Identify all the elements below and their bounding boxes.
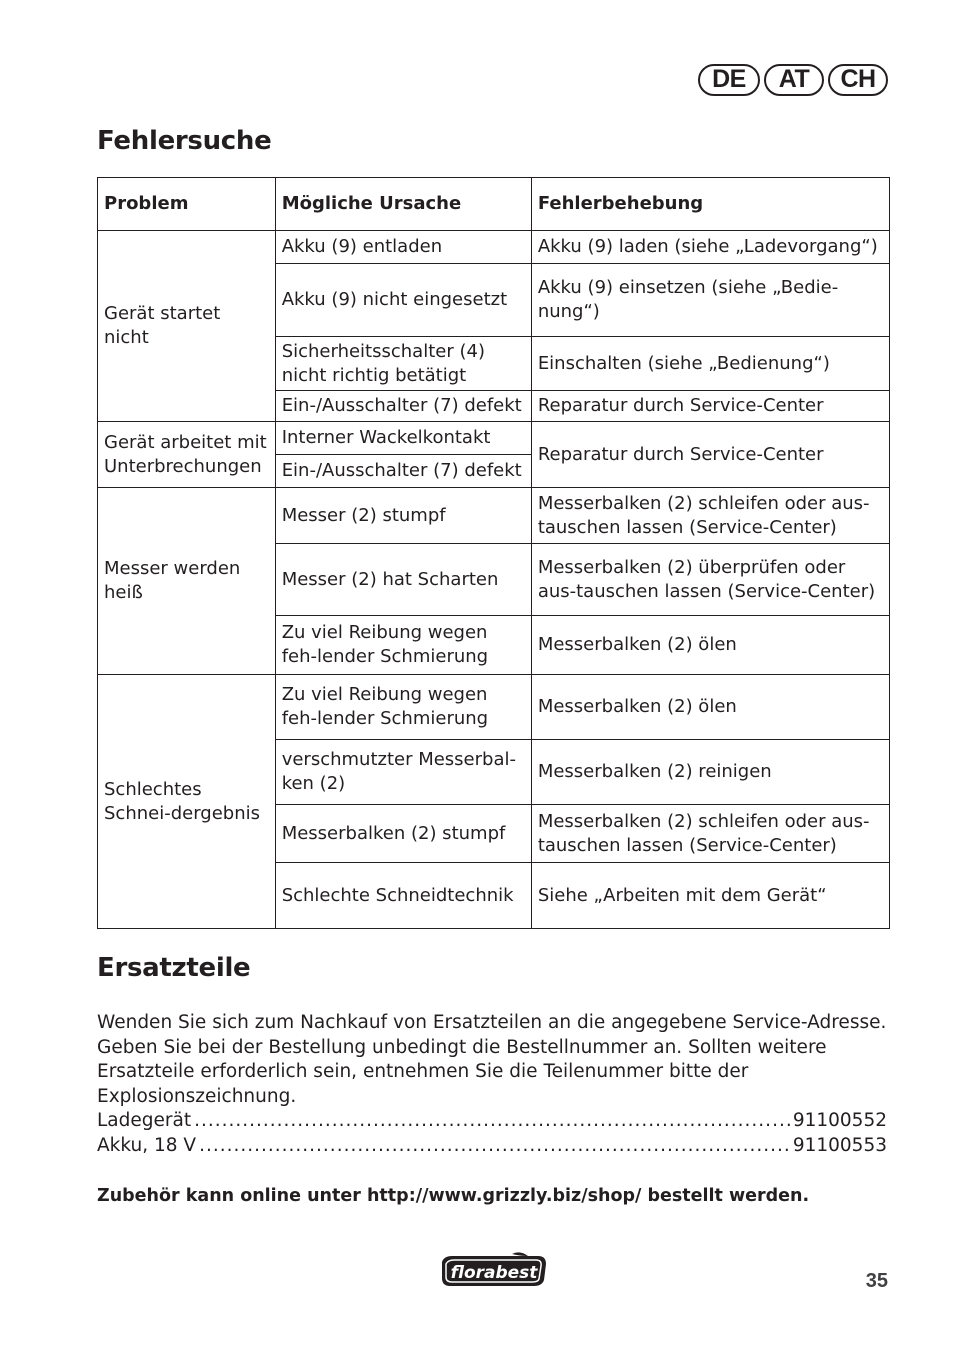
lang-badge-ch: CH xyxy=(828,64,888,96)
table-row xyxy=(98,675,890,740)
lang-badge-at: AT xyxy=(764,64,824,96)
fix-cell: Reparatur durch Service-Center xyxy=(531,422,889,488)
language-badges xyxy=(698,64,888,96)
cause-cell: Messer (2) hat Scharten xyxy=(275,544,531,616)
cause-cell: verschmutzter Messerbal-ken (2) xyxy=(275,740,531,805)
table-row xyxy=(98,231,890,264)
fix-cell: Messerbalken (2) ölen xyxy=(531,675,889,740)
spare-parts-intro: Wenden Sie sich zum Nachkauf von Ersatzteilen an die angegebene Service-Adresse. Geben Sie bei der Bestellung unbedingt die Bestellnummer an. Sollten weitere Ersatzteile erforderlich sein, entnehmen Sie die Teilenummer bitte der Explosionszeichnung. xyxy=(97,1012,887,1107)
list-item xyxy=(97,1133,887,1158)
troubleshooting-table xyxy=(97,177,890,929)
fix-cell: Messerbalken (2) schleifen oder aus-tauschen lassen (Service-Center) xyxy=(531,805,889,863)
accessory-note: Zubehör kann online unter http://www.grizzly.biz/shop/ bestellt werden. xyxy=(97,1186,810,1206)
part-number: 91100553 xyxy=(792,1135,887,1156)
fix-cell: Messerbalken (2) ölen xyxy=(531,616,889,675)
fix-cell: Einschalten (siehe „Bedienung“) xyxy=(531,337,889,391)
svg-text:florabest: florabest xyxy=(450,1263,538,1283)
cause-cell: Akku (9) entladen xyxy=(275,231,531,264)
spare-parts-heading: Ersatzteile xyxy=(97,953,251,983)
cause-cell: Ein-/Ausschalter (7) defekt xyxy=(275,391,531,422)
fix-cell: Akku (9) laden (siehe „Ladevorgang“) xyxy=(531,231,889,264)
problem-cell: Gerät startet nicht xyxy=(98,231,276,422)
fix-cell: Reparatur durch Service-Center xyxy=(531,391,889,422)
cause-cell: Schlechte Schneidtechnik xyxy=(275,863,531,929)
header-cause: Mögliche Ursache xyxy=(275,178,531,231)
fix-cell: Akku (9) einsetzen (siehe „Bedie-nung“) xyxy=(531,264,889,337)
part-number: 91100552 xyxy=(792,1110,887,1131)
table-row xyxy=(98,422,890,455)
part-name: Ladegerät xyxy=(97,1110,192,1131)
header-problem: Problem xyxy=(98,178,276,231)
table-row xyxy=(98,488,890,544)
cause-cell: Sicherheitsschalter (4) nicht richtig betätigt xyxy=(275,337,531,391)
leader-dots xyxy=(199,1133,790,1158)
lang-badge-de: DE xyxy=(698,64,760,96)
problem-cell: Schlechtes Schnei-dergebnis xyxy=(98,675,276,929)
cause-cell: Akku (9) nicht eingesetzt xyxy=(275,264,531,337)
cause-cell: Messer (2) stumpf xyxy=(275,488,531,544)
cause-cell: Zu viel Reibung wegen feh-lender Schmierung xyxy=(275,616,531,675)
list-item xyxy=(97,1108,887,1133)
cause-cell: Ein-/Ausschalter (7) defekt xyxy=(275,455,531,488)
fix-cell: Siehe „Arbeiten mit dem Gerät“ xyxy=(531,863,889,929)
fix-cell: Messerbalken (2) schleifen oder aus-tauschen lassen (Service-Center) xyxy=(531,488,889,544)
problem-cell: Gerät arbeitet mit Unterbrechungen xyxy=(98,422,276,488)
leader-dots xyxy=(194,1108,790,1133)
spare-parts-list xyxy=(97,1108,887,1158)
part-name: Akku, 18 V xyxy=(97,1135,197,1156)
header-fix: Fehlerbehebung xyxy=(531,178,889,231)
fix-cell: Messerbalken (2) überprüfen oder aus-tauschen lassen (Service-Center) xyxy=(531,544,889,616)
table-header-row xyxy=(98,178,890,231)
problem-cell: Messer werden heiß xyxy=(98,488,276,675)
cause-cell: Interner Wackelkontakt xyxy=(275,422,531,455)
fix-cell: Messerbalken (2) reinigen xyxy=(531,740,889,805)
cause-cell: Messerbalken (2) stumpf xyxy=(275,805,531,863)
troubleshooting-heading: Fehlersuche xyxy=(97,126,272,156)
florabest-logo xyxy=(438,1252,550,1288)
page-number: 35 xyxy=(865,1270,888,1292)
florabest-logo-graphic xyxy=(438,1252,550,1288)
cause-cell: Zu viel Reibung wegen feh-lender Schmierung xyxy=(275,675,531,740)
